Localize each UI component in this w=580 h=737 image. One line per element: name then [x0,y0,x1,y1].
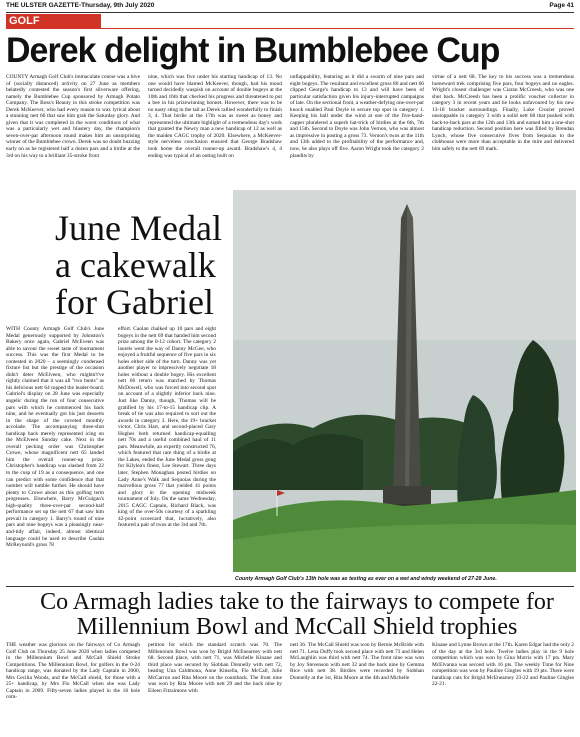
section-label: GOLF [6,14,101,28]
golf-course-illustration [233,190,576,572]
ladies-section-rule [6,586,574,587]
ladies-column-4: Kinane and Lynne Brown at the 17th. Karen Edgar had the only 2 of the day at the 3rd hole. Twelve ladies play in the 9 hole competition which was won by Gina Morris with 17 pts. Mary McElvanna was second with 16 pts. The weekly Time for Nine competition was won by Pauline Gingles with 19 pts. There were handicap cuts for Brigid McEnearney 23-22 and Pauline Gingles 22-21. [432,642,574,688]
june-medal-headline-line-1: June Medal [55,208,222,248]
page-header [6,2,574,12]
newspaper-date-line: THE ULSTER GAZETTE-Thursday, 9th July 2020 [6,2,155,9]
page-number: Page 41 [549,2,574,9]
main-headline: Derek delight in Bumblebee Cup [6,31,500,70]
golf-course-photo [233,190,576,572]
photo-caption: County Armagh Golf Club's 13th hole was as testing as ever on a wet and windy weekend of 27-28 June. [235,576,497,582]
ladies-column-3: nett 36. The McCall Shield was won by Bernie McBride with nett 71. Lena Duffy took second place with nett 73 and Helen McLaughlin was third with nett 74. The front nine was won by Joy Stevenson with nett 32 and the back nine by Gemma Rice with nett 38. Birdies were recorded by Siobhan Donnelly at the 1st, Rita Moore at the 4th and Michelle [290,642,424,681]
top-story-column-3: unflappability, featuring as it did a swarm of nine pars and eight bogeys. The resultant and excellent gross 80 and nett 66 clipped George's handicap to 13 and will have been of particular satisfaction given his injury-interrupted campaigns of late. On the sectional front, a weather-defying one-over-par knock enabled Paul Doyle to secure top spot in category 1. Keeping his ball under the wind at one of the five-hand-capper plundered a superb hat-trick of birdies at the 6th, 7th and 15th. Second to Doyle was John Vernon, who was almost as impressive in posting a gross 73. Vernon's twos at the 11th and 13th added to the profitability of the performance and, now, he also plays off five. Aaron Wright took the category 2 plaudits by [290,74,424,159]
header-rule [6,12,574,13]
top-story-column-4: virtue of a nett 68. The key to his success was a tremendous homeward trek comprising five pars, four bogeys and no eagles. Wright's closest challenger was Ciaran McCreesh, who was one shot back. McCreesh has been a prolific voucher collector in category 3 in recent years and he looks unfavoured by his new 13-18 bracket surroundings. Finally, Luke Crozier proved unstoppable in category 3 with a solid nett 68 that pushed with back-to-back pars at the 12th and 13th and earned him a one-shot handicap reduction. Second position here was filled by Brendan Lynch, whose five consecutive fives from Sequoias to the clubhouse were more than acceptable in the mire and delivered him safely to the nett 69 mark. [432,74,574,153]
ladies-headline: Co Armagh ladies take to the fairways to compete for Millennium Bowl and McCall Shield trophies [40,589,554,640]
june-medal-headline [55,210,225,321]
ladies-column-1: THE weather was glorious on the fairways of Co Armagh Golf Club on Thursday 25 June 2020 when ladies competed in the Millennium Bowl and McCall Shield Stroke Competitions. The Millennium Bowl, for golfers in the 0-24 handicap range, was donated by the Lady Captain in 2000, Mrs Cecilia Woods, and the McCall shield, for those with a 25+ handicap, by Mrs Flo McCall when she was Lady Captain in 2009. Fifty-seven ladies played in the 18 hole com- [6,642,140,701]
june-medal-column-2: effort. Caolan chalked up 10 pars and eight bogeys in the nett 69 that handed him second prize among the 0-12 cohort. The category 2 laurels went the way of Danny McGee, who enjoyed a fruitful sequence of five pars in six holes either side of the turn. Danny was yet another player to impressively negotiate 18 holes without a double bogey. His excellent nett 66 return was matched by Thomas McDowell, who was forced into second spot on account of a slightly inferior back nine. Just like Danny, though, Thomas will be gratified by his 17-to-15 handicap clip. A break of tie was also required to sort out the awards in category 3. Here, the 19+ bracket victor, Chris Hart, and second-placed Gary Hughes both returned handicap-equalling nett 70s and a useful combined haul of 11 pars. Meanwhile, an expertly constructed 76, which featured that rare thing of a birdie at the Lakes, ended the June Medal gross gong for Kilylea's finest, Lee Stewart. Three days later, Stephen Monaghan posted birdies on Lady Anne's Walk and Sequoias during the marvellous gross 77 that yielded 41 points and glory in the opening midweek tournament of July. On the same Wednesday, 2015 CAGC Captain, Richard Black, was king of the over-50s courtesy of a sparkling 42-point scorecard that, lucratively, also featured a pair of twos at the 3rd and 7th. [118,326,216,529]
ladies-column-2: petition for which the standard scratch was 70. The Millennium Bowl was won by Brigid McEnearney with nett 68. Second place, with nett 71, was Michelle Kinane and third place was secured by Siobhan Donnelly with nett 72, beating Una Caldmona, Anne Kinsella, Flo McCall, Julie McCarron and Rita Moore on the countback. The front nine was won by Rita Moore with nett 29 and the back nine by Eileen Fitzsimons with [148,642,282,694]
june-medal-headline-line-3: for Gabriel [55,282,214,322]
section-rule [6,28,574,29]
june-medal-headline-line-2: a cakewalk [55,245,216,285]
june-medal-column-1: WITH County Armagh Golf Club's June Medal generously supported by Johnston's Bakery once again, Gabriel McEveen was able to savour the sweet taste of tournament success. This was the first Medal to be contested in 2020 – a seemingly condensed fixture list but the prestige of the occasion didn't deter McElveen, who mightn't've rightly claimed that it was all "two bunts" as his delicious nett 64 topped the leader-board. Gabriel's display on 28 June was especially angelic during the run of four consecutive pars with which he commenced his back nine, and he eventually got his just desserts in the shape of the coveted monthly accolade. The accompanying three-shot handicap back merely represented icing on the McElveen Sunday cake. Next in the overall pecking order was Christopher Crowe, whose magnificent nett 65 landed him the overall runner-up prize. Christopher's handicap was slashed from 22 to the cusp of 19 as a consequence, and one can predict with some confidence that that number will tumble further. He should have plenty to Crowe about as this golfing term progresses. Elsewhere, Barry McGuigan's high-quality three-over-par second-half performance set up the nett 67 that saw him prevail in category 1. Barry's round of nine pars and nine bogeys was a pleasingly near-and-tidy affair, indeed, almost identical language could be used to describe Caolan McReynold's gross 78 [6,326,104,549]
top-story-column-1: COUNTY Armagh Golf Club's immaculate course was a hive of (socially distanced) activity on 27 June as members belatedly contested the season's first silverware offering, namely the Bumblebee Cup sponsored by Armagh Potato Company. The Boss's Beauty in this stroke competition was Derek McKeever, who had every reason to wax lyrical about a stunning nett 66 that saw him grab the Saturday glory. And given that it was completed in the worst conditions of what was a particularly wet and blustery day, the champion's seven-over-par afternoon round makes him an unsurprising winner of the Bumblebee crown. Derek was no doubt buzzing early on as he registered half a dozen pars and a birdie at the 3rd on his way to a brilliant 35-stroke front [6,74,140,159]
top-story-column-2: nine, which was five under his starting handicap of 13. No one would have blamed McKeever, though, had his mood turned decidedly waspish on account of double bogeys at the 10th and 16th that checked his progress and threatened to put a bee in his prizewinning bonnet. However, there was to be no nasty sting in the tail as Derek rallied wonderfully to finish 3, 4. That birdie at the 17th was as sweet as honey and represented the ultimate highlight of a tremendous day's work that granted the Newry man a new handicap of 12 as well as the maiden CAGC trophy of 2020. Elsewhere, a McKeever-style nerveless conclusion ensured that George Bradshaw took home the overall runner-up award. Bradshaw's 4, 4 ending was typical of an outing built on [148,74,282,159]
